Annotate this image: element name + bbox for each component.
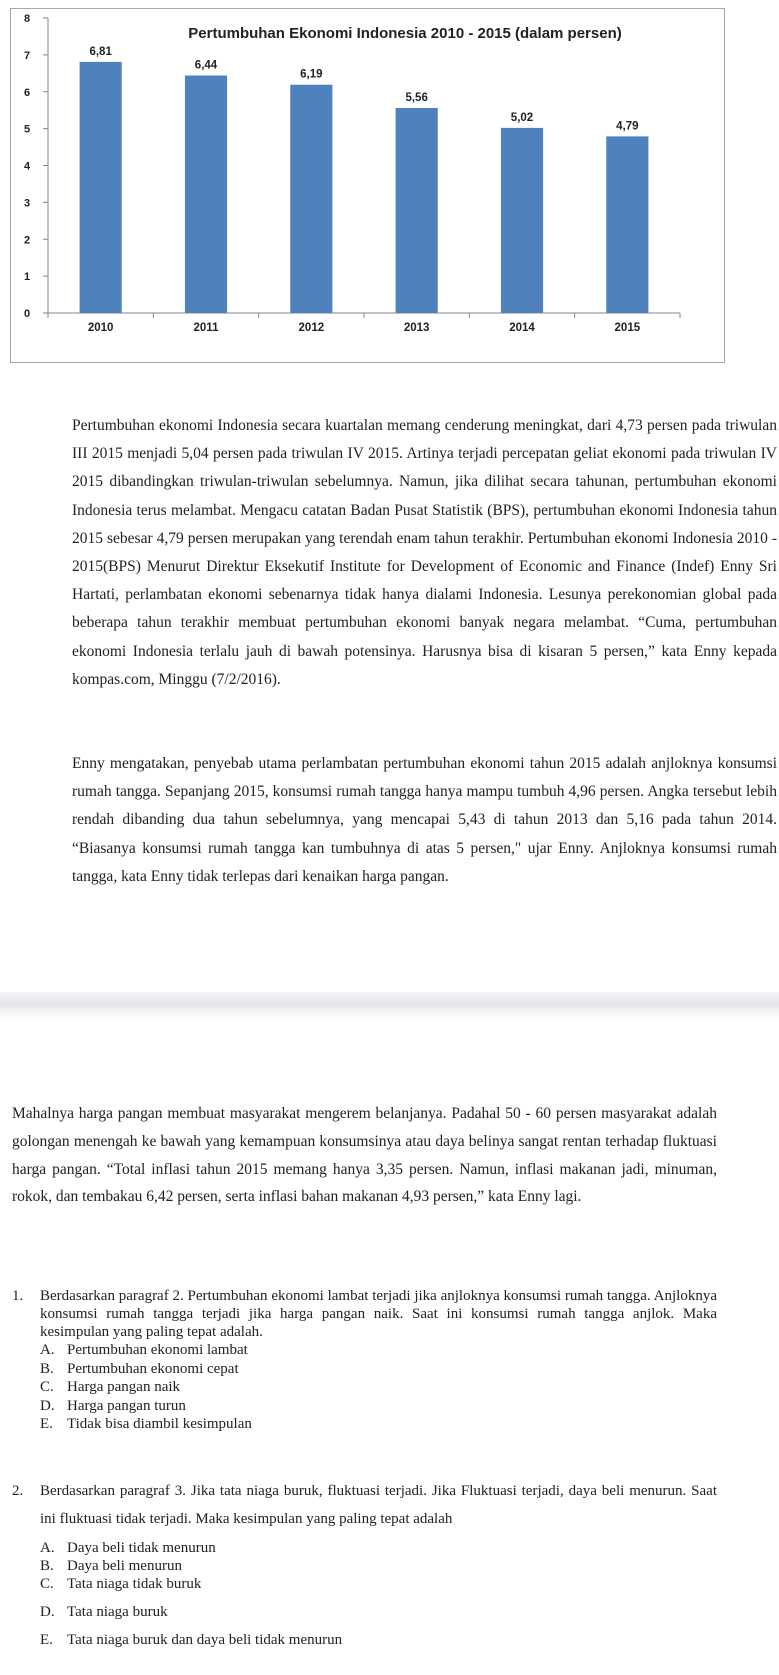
- bar-2014: [501, 128, 543, 313]
- x-tick-label: 2013: [403, 322, 430, 334]
- option-text: Tata niaga buruk dan daya beli tidak menurun: [67, 1632, 343, 1648]
- bar-data-label: 5,02: [510, 111, 534, 124]
- x-tick-label: 2014: [509, 322, 535, 334]
- option-letter: E.: [40, 1632, 53, 1648]
- option-letter: B.: [40, 1558, 54, 1574]
- option-letter: B.: [40, 1360, 54, 1377]
- x-tick-label: 2011: [193, 322, 219, 334]
- bar-data-label: 5,56: [405, 91, 428, 104]
- option-letter: A.: [40, 1540, 55, 1556]
- option-text: Harga pangan turun: [67, 1397, 186, 1414]
- bar-2013: [396, 108, 438, 313]
- option-text: Tidak bisa diambil kesimpulan: [67, 1416, 252, 1432]
- paragraph-2: Enny mengatakan, penyebab utama perlambatan pertumbuhan ekonomi tahun 2015 adalah anjloknya konsumsi rumah tangga. Sepanjang 2015, konsumsi rumah tangga hanya mampu tumbuh 4,96 persen. Angka tersebut lebih rendah dibanding dua tahun sebelumnya, yang mencapai 5,43 di tahun 2013 dan 5,16 pada tahun 2014. “Biasanya konsumsi rumah tangga kan tumbuhnya di atas 5 persen," ujar Enny. Anjloknya konsumsi rumah tangga, kata Enny tidak terlepas dari kenaikan harga pangan.: [72, 755, 777, 885]
- bar-2011: [185, 76, 227, 313]
- y-tick-label: 3: [23, 197, 31, 210]
- page-separator: [0, 992, 779, 1020]
- option-a[interactable]: [12, 1539, 717, 1557]
- y-tick-label: 2: [23, 234, 31, 247]
- option-letter: C.: [40, 1379, 54, 1395]
- option-text: Pertumbuhan ekonomi lambat: [67, 1342, 248, 1358]
- option-text: Tata niaga tidak buruk: [67, 1576, 202, 1592]
- option-text: Pertumbuhan ekonomi cepat: [67, 1360, 239, 1377]
- x-tick-label: 2015: [614, 322, 641, 334]
- y-tick-label: 7: [23, 49, 31, 62]
- option-b[interactable]: [12, 1557, 717, 1575]
- bar-2015: [606, 136, 648, 313]
- option-b[interactable]: [12, 1360, 717, 1379]
- option-e[interactable]: [12, 1415, 717, 1434]
- paragraph-3: Mahalnya harga pangan membuat masyarakat mengerem belanjanya. Padahal 50 - 60 persen masyarakat adalah golongan menengah ke bawah yang kemampuan konsumsinya atau daya belinya sangat rentan terhadap fluktuasi harga pangan. “Total inflasi tahun 2015 memang hanya 3,35 persen. Namun, inflasi makanan jadi, minuman, rokok, dan tembakau 6,42 persen, serta inflasi bahan makanan 4,93 persen,” kata Enny lagi.: [12, 1105, 717, 1206]
- paragraph-1: Pertumbuhan ekonomi Indonesia secara kuartalan memang cenderung meningkat, dari 4,73 persen pada triwulan III 2015 menjadi 5,04 persen pada triwulan IV 2015. Artinya terjadi percepatan geliat ekonomi pada triwulan IV 2015 dibandingkan triwulan-triwulan sebelumnya. Namun, jika dilihat secara tahunan, pertumbuhan ekonomi Indonesia terus melambat. Mengacu catatan Badan Pusat Statistik (BPS), pertumbuhan ekonomi Indonesia tahun 2015 sebesar 4,79 persen merupakan yang terendah enam tahun terakhir. Pertumbuhan ekonomi Indonesia 2010 - 2015(BPS) Menurut Direktur Eksekutif Institute for Development of Economic and Finance (Indef) Enny Sri Hartati, perlambatan ekonomi sebenarnya tidak hanya dialami Indonesia. Lesunya perekonomian global pada beberapa tahun terakhir membuat pertumbuhan ekonomi banyak negara melambat. “Cuma, pertumbuhan ekonomi Indonesia terlalu jauh di bawah potensinya. Harusnya bisa di kisaran 5 persen,” kata Enny kepada kompas.com, Minggu (7/2/2016).: [72, 417, 777, 688]
- chart-title: Pertumbuhan Ekonomi Indonesia 2010 - 2015 (dalam persen): [188, 25, 622, 42]
- option-letter: C.: [40, 1576, 54, 1592]
- question-text: Berdasarkan paragraf 3. Jika tata niaga buruk, fluktuasi terjadi. Jika Fluktuasi terjadi, daya beli menurun. Saat ini fluktuasi tidak terjadi. Maka kesimpulan yang paling tepat adalah: [40, 1483, 717, 1527]
- option-letter: D.: [40, 1604, 55, 1620]
- option-letter: D.: [40, 1397, 55, 1414]
- question-number: 1.: [12, 1288, 24, 1304]
- y-tick-label: 5: [23, 123, 31, 136]
- option-text: Daya beli tidak menurun: [67, 1540, 216, 1556]
- option-c[interactable]: [12, 1575, 717, 1593]
- y-tick-label: 1: [23, 271, 31, 284]
- y-tick-label: 8: [23, 13, 31, 25]
- x-tick-label: 2010: [87, 322, 114, 334]
- bar-data-label: 6,19: [300, 68, 323, 81]
- bar-2010: [80, 62, 122, 313]
- question-number: 2.: [12, 1483, 24, 1499]
- bar-data-label: 4,79: [616, 120, 639, 133]
- x-tick-label: 2012: [298, 322, 325, 334]
- y-tick-label: 6: [23, 86, 31, 99]
- option-letter: E.: [40, 1416, 53, 1432]
- option-e[interactable]: [12, 1631, 717, 1649]
- option-d[interactable]: [12, 1397, 717, 1416]
- option-d[interactable]: [12, 1603, 717, 1621]
- question-2: [12, 1477, 717, 1649]
- bar-data-label: 6,44: [194, 59, 218, 72]
- y-tick-label: 4: [23, 160, 31, 173]
- option-text: Harga pangan naik: [67, 1379, 181, 1395]
- growth-chart: [10, 8, 725, 363]
- option-text: Daya beli menurun: [67, 1558, 182, 1574]
- option-letter: A.: [40, 1342, 55, 1358]
- chart-svg: [10, 8, 725, 363]
- bar-2012: [290, 85, 332, 313]
- question-text: Berdasarkan paragraf 2. Pertumbuhan ekonomi lambat terjadi jika anjloknya konsumsi rumah tangga. Anjloknya konsumsi rumah tangga terjadi jika harga pangan naik. Saat ini konsumsi rumah tangga anjlok. Maka kesimpulan yang paling tepat adalah.: [40, 1288, 717, 1340]
- y-tick-label: 0: [23, 308, 31, 320]
- option-c[interactable]: [12, 1378, 717, 1397]
- bar-data-label: 6,81: [89, 45, 112, 58]
- option-a[interactable]: [12, 1341, 717, 1360]
- question-1: [12, 1287, 717, 1434]
- option-text: Tata niaga buruk: [67, 1604, 168, 1620]
